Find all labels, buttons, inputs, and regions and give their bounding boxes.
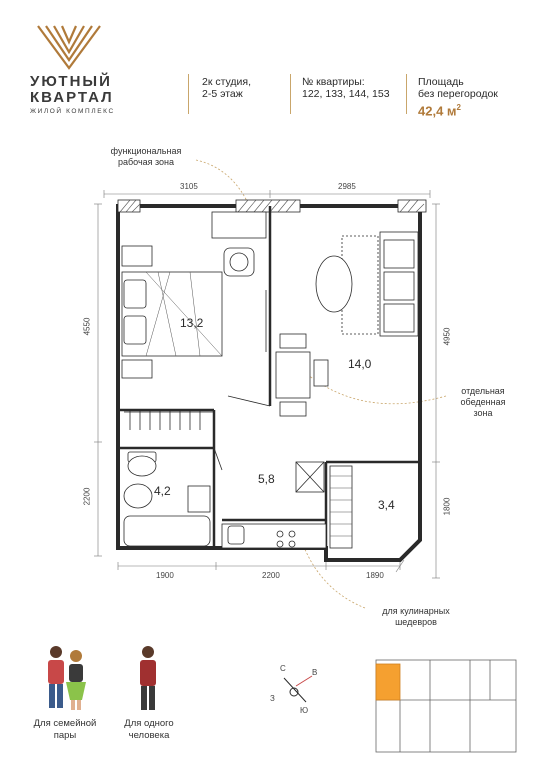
room-area-hall: 5,8: [258, 472, 275, 486]
compass-west: З: [270, 694, 275, 703]
dimension-bottom-left: 1900: [156, 571, 174, 580]
family-couple-illustration: [48, 646, 86, 710]
dimension-left-lower: 2200: [82, 487, 92, 506]
compass-east: В: [312, 668, 318, 677]
compass-south: Ю: [300, 706, 309, 715]
dimension-right-upper: 4950: [442, 327, 452, 346]
dimension-bottom-mid: 2200: [262, 571, 280, 580]
apartment-type: 2к студия, 2-5 этаж: [202, 76, 252, 100]
brand-name: УЮТНЫЙ КВАРТАЛ: [30, 73, 114, 106]
caption-family: Для семейной пары: [33, 718, 97, 741]
dimension-bottom-right: 1890: [366, 571, 384, 580]
area-value: 42,4 $м^2$: [418, 103, 461, 119]
room-area-kitchen: 3,4: [378, 498, 395, 512]
callout-work-zone: функциональная рабочая зона: [110, 146, 182, 167]
room-area-living: 14,0: [348, 357, 372, 371]
callout-kitchen: для кулинарных шедевров: [382, 606, 450, 627]
single-person-illustration: [140, 646, 156, 710]
room-area-bathroom: 4,2: [154, 484, 171, 498]
compass-north: С: [280, 664, 286, 673]
apartment-numbers: № квартиры: 122, 133, 144, 153: [302, 76, 390, 100]
brand-subtitle: ЖИЛОЙ КОМПЛЕКС: [30, 108, 115, 115]
callout-dining-zone: отдельная обеденная зона: [460, 386, 506, 418]
area-info: Площадь без перегородок 42,4 $м^2$: [418, 76, 498, 119]
caption-single: Для одного человека: [124, 718, 174, 741]
building-key-plan: [376, 660, 516, 752]
dimension-top-right: 2985: [338, 182, 356, 191]
dimension-left-upper: 4550: [82, 317, 92, 336]
dimension-top-left: 3105: [180, 182, 198, 191]
compass-icon: [284, 676, 312, 702]
room-area-bedroom: 13,2: [180, 316, 204, 330]
dimension-right-lower: 1800: [442, 497, 452, 516]
